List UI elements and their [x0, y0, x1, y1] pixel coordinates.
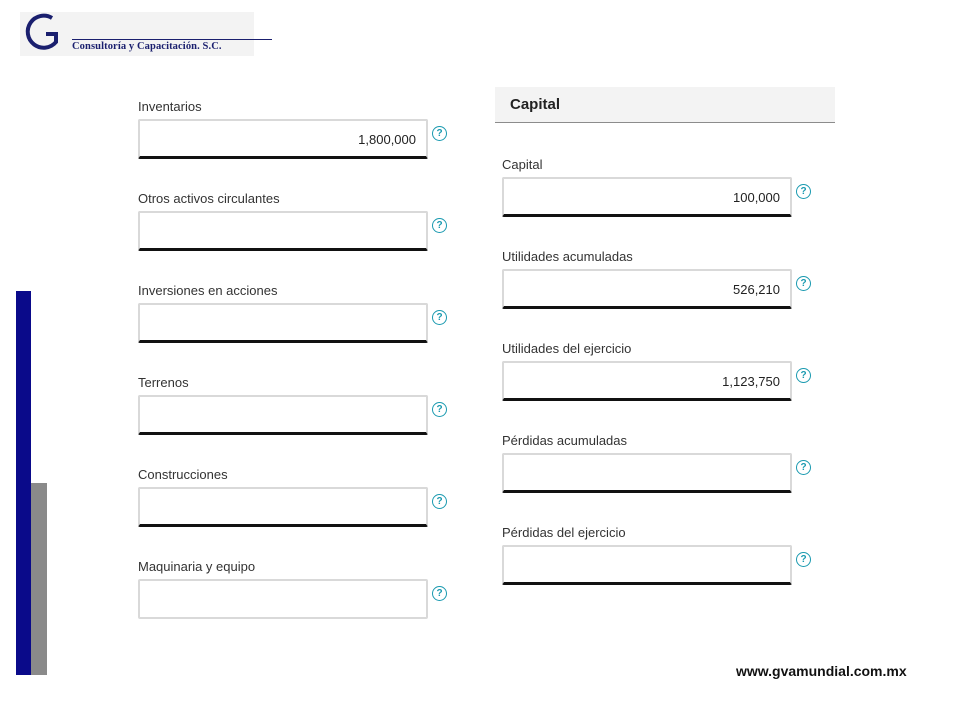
- capital-section-header: [495, 87, 835, 123]
- field-label: Maquinaria y equipo: [138, 559, 256, 574]
- field-label: Utilidades acumuladas: [502, 249, 633, 264]
- help-icon[interactable]: ?: [796, 552, 811, 567]
- utilidades-acumuladas-input[interactable]: 526,210: [502, 269, 792, 309]
- field-label: Pérdidas del ejercicio: [502, 525, 626, 540]
- help-icon[interactable]: ?: [796, 276, 811, 291]
- help-icon[interactable]: ?: [796, 460, 811, 475]
- inventarios-input[interactable]: 1,800,000: [138, 119, 428, 159]
- maquinaria-y-equipo-input[interactable]: [138, 579, 428, 619]
- field-label: Inversiones en acciones: [138, 283, 278, 298]
- field-label: Capital: [502, 157, 543, 172]
- field-label: Inventarios: [138, 99, 202, 114]
- logo-rule: [72, 39, 272, 40]
- help-icon[interactable]: ?: [432, 126, 447, 141]
- perdidas-del-ejercicio-input[interactable]: [502, 545, 792, 585]
- section-title: Capital: [510, 96, 561, 113]
- help-icon[interactable]: ?: [432, 494, 447, 509]
- help-icon[interactable]: ?: [432, 586, 447, 601]
- field-label: Terrenos: [138, 375, 189, 390]
- decorative-blue-bar: [16, 291, 31, 675]
- help-icon[interactable]: ?: [432, 402, 447, 417]
- help-icon[interactable]: ?: [432, 218, 447, 233]
- construcciones-input[interactable]: [138, 487, 428, 527]
- company-logo: [20, 12, 254, 56]
- field-label: Pérdidas acumuladas: [502, 433, 628, 448]
- help-icon[interactable]: ?: [796, 368, 811, 383]
- inversiones-en-acciones-input[interactable]: [138, 303, 428, 343]
- field-label: Otros activos circulantes: [138, 191, 280, 206]
- help-icon[interactable]: ?: [796, 184, 811, 199]
- decorative-gray-bar: [31, 483, 47, 675]
- field-label: Construcciones: [138, 467, 228, 482]
- footer-website-url: www.gvamundial.com.mx: [736, 663, 907, 679]
- logo-company-name: Consultoría y Capacitación. S.C.: [72, 41, 222, 52]
- utilidades-del-ejercicio-input[interactable]: 1,123,750: [502, 361, 792, 401]
- otros-activos-circulantes-input[interactable]: [138, 211, 428, 251]
- capital-input[interactable]: 100,000: [502, 177, 792, 217]
- perdidas-acumuladas-input[interactable]: [502, 453, 792, 493]
- terrenos-input[interactable]: [138, 395, 428, 435]
- help-icon[interactable]: ?: [432, 310, 447, 325]
- field-label: Utilidades del ejercicio: [502, 341, 632, 356]
